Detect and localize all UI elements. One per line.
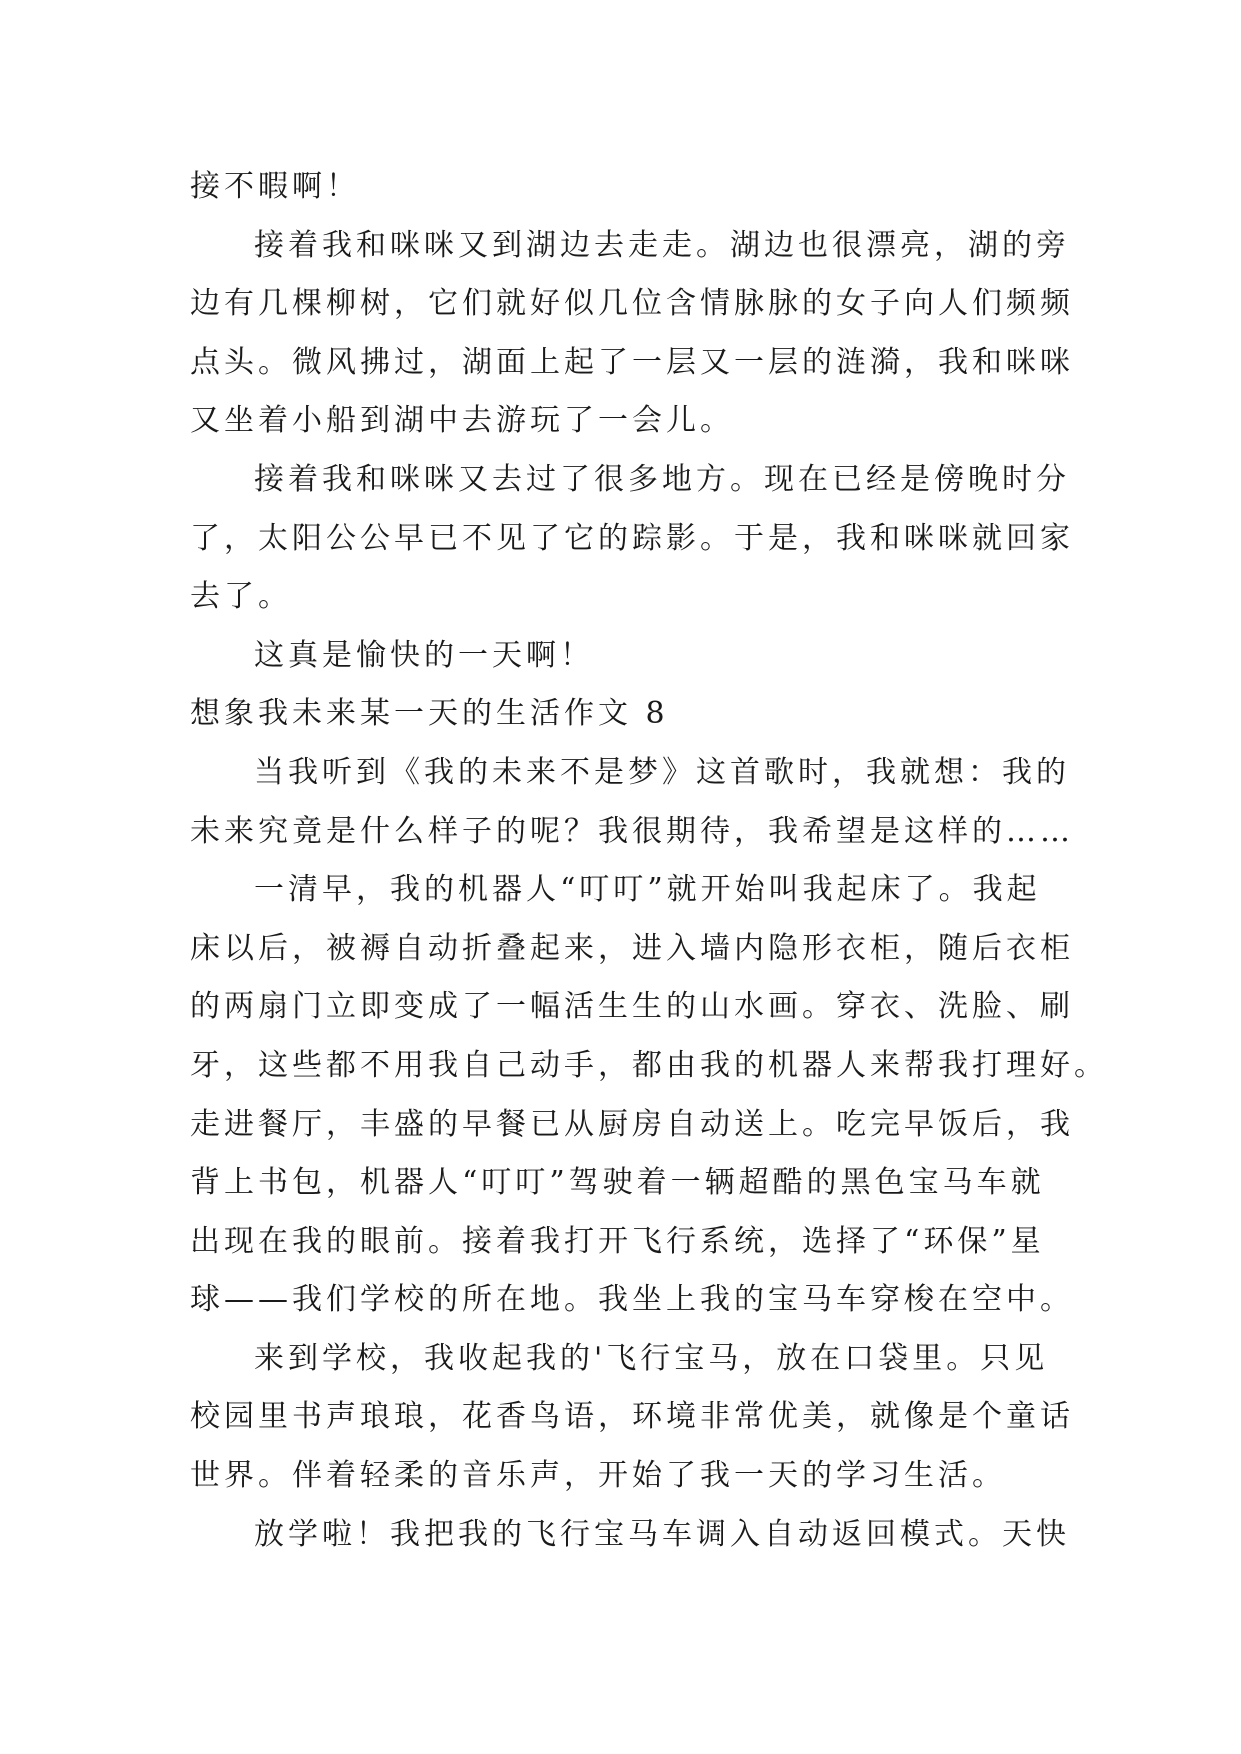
text-line: 去了。 [190,579,292,615]
text-line: 出现在我的眼前。接着我打开飞行系统，选择了“环保”星 [190,1223,1045,1259]
text-line: 牙，这些都不用我自己动手，都由我的机器人来帮我打理好。 [190,1047,1108,1083]
text-line: 又坐着小船到湖中去游玩了一会儿。 [190,403,734,439]
text-line: 点头。微风拂过，湖面上起了一层又一层的涟漪，我和咪咪 [190,344,1074,380]
document-page [190,158,1108,1564]
text-line: 放学啦！我把我的飞行宝马车调入自动返回模式。天快 [254,1516,1070,1552]
text-line: 未来究竟是什么样子的呢？我很期待，我希望是这样的…… [190,813,1074,849]
text-line: 世界。伴着轻柔的音乐声，开始了我一天的学习生活。 [190,1458,1006,1494]
text-line: 当我听到《我的未来不是梦》这首歌时，我就想：我的 [254,754,1070,790]
text-line: 边有几棵柳树，它们就好似几位含情脉脉的女子向人们频频 [190,286,1074,322]
text-line: 接着我和咪咪又到湖边去走走。湖边也很漂亮，湖的旁 [254,227,1070,263]
text-line: 背上书包，机器人“叮叮”驾驶着一辆超酷的黑色宝马车就 [190,1165,1045,1201]
text-line: 想象我未来某一天的生活作文 8 [190,696,669,732]
text-line: 来到学校，我收起我的'飞行宝马，放在口袋里。只见 [254,1340,1049,1376]
text-line: 接不暇啊！ [190,169,360,204]
text-line: 走进餐厅，丰盛的早餐已从厨房自动送上。吃完早饭后，我 [190,1106,1074,1142]
text-line: 的两扇门立即变成了一幅活生生的山水画。穿衣、洗脸、刷 [190,989,1074,1025]
text-line: 床以后，被褥自动折叠起来，进入墙内隐形衣柜，随后衣柜 [190,930,1074,966]
text-line: 接着我和咪咪又去过了很多地方。现在已经是傍晚时分 [254,461,1070,497]
text-line: 了，太阳公公早已不见了它的踪影。于是，我和咪咪就回家 [190,520,1074,556]
text-line: 校园里书声琅琅，花香鸟语，环境非常优美，就像是个童话 [190,1399,1074,1435]
text-line: 球——我们学校的所在地。我坐上我的宝马车穿梭在空中。 [190,1282,1074,1318]
text-line: 这真是愉快的一天啊！ [254,637,594,673]
text-line: 一清早，我的机器人“叮叮”就开始叫我起床了。我起 [254,872,1041,908]
